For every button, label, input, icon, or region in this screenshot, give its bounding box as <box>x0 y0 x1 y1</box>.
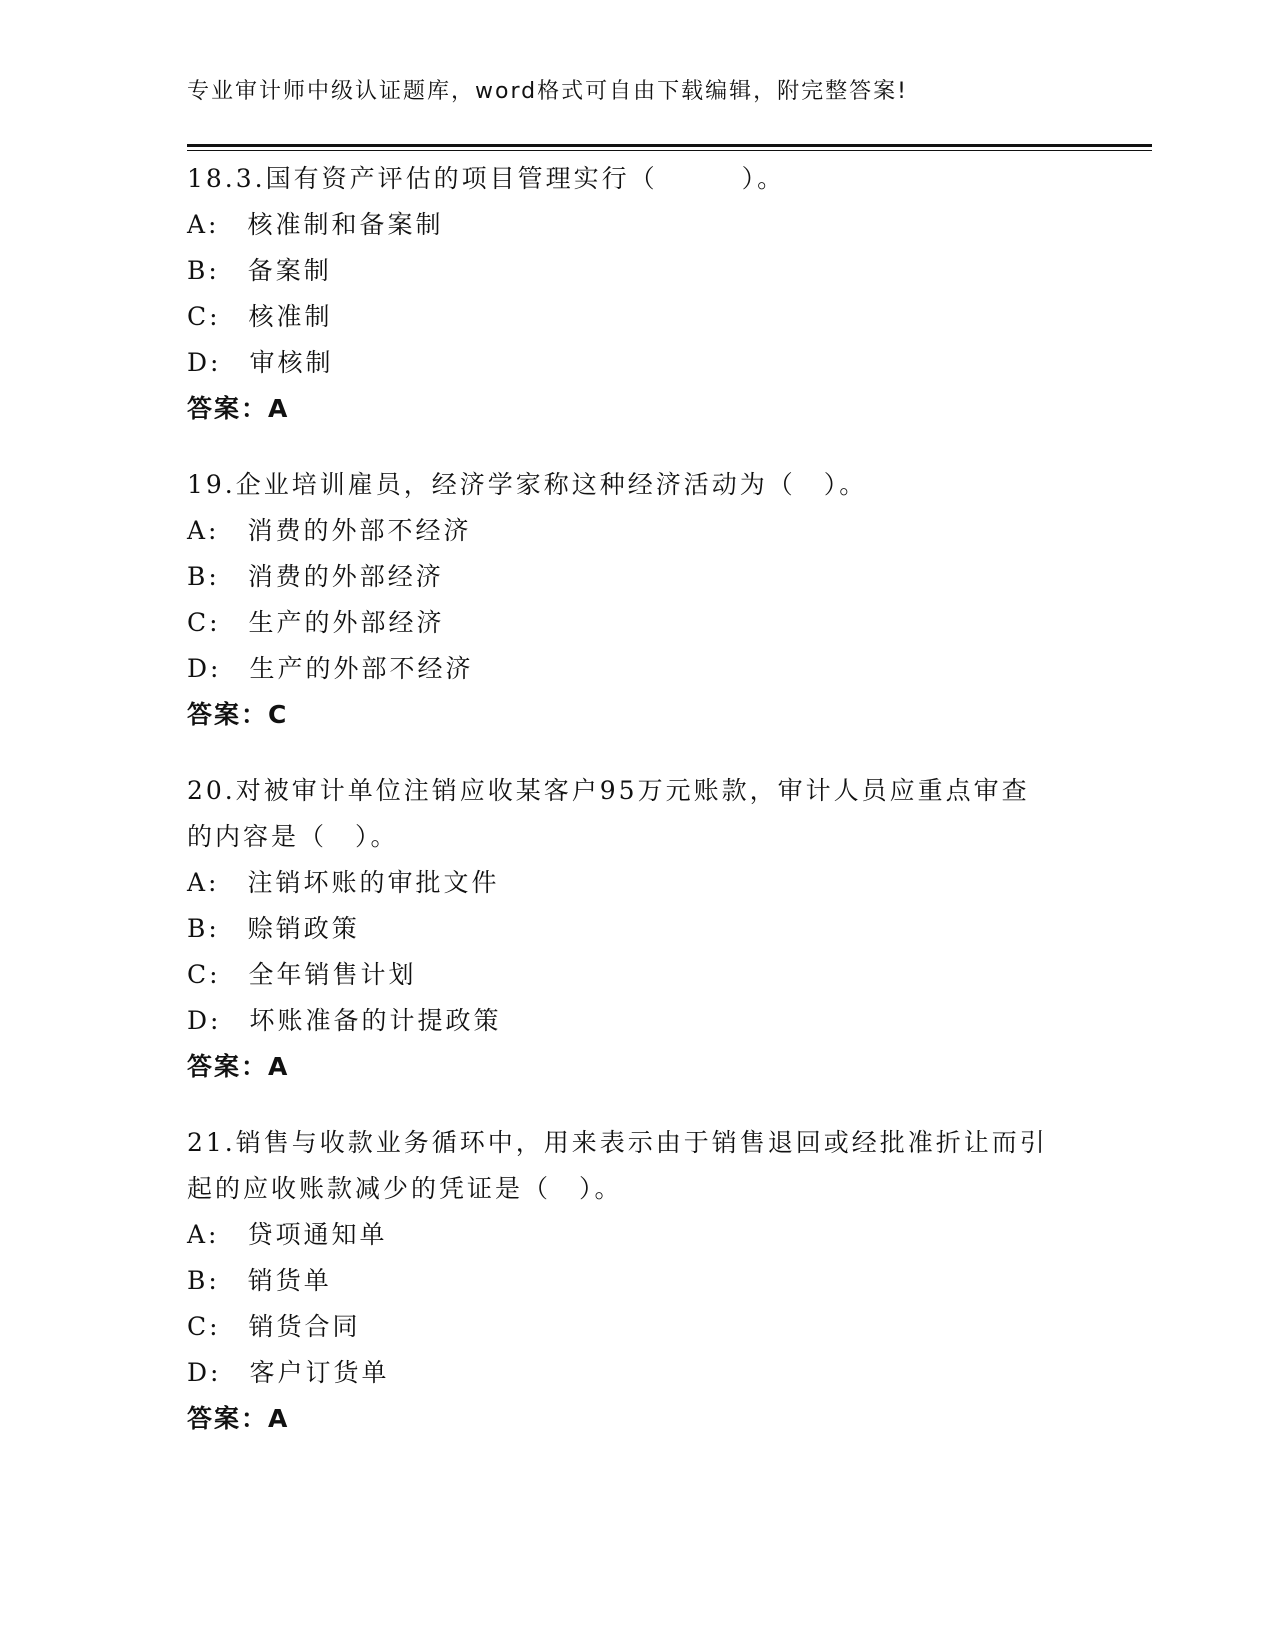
header-rule-thick <box>187 144 1152 147</box>
option-a: A: 注销坏账的审批文件 <box>187 868 500 897</box>
header-rule-thin <box>187 150 1152 151</box>
question-stem-continued: 的内容是（ ）。 <box>187 822 399 851</box>
option-d: D: 客户订货单 <box>187 1358 390 1387</box>
question-19 <box>187 462 1087 738</box>
option-a: A: 核准制和备案制 <box>187 210 444 239</box>
question-stem: 19.企业培训雇员，经济学家称这种经济活动为（ ）。 <box>187 470 868 499</box>
question-20 <box>187 768 1087 1090</box>
option-c: C: 核准制 <box>187 302 333 331</box>
option-c: C: 全年销售计划 <box>187 960 417 989</box>
option-b: B: 消费的外部经济 <box>187 562 444 591</box>
option-b: B: 销货单 <box>187 1266 332 1295</box>
question-stem: 20.对被审计单位注销应收某客户95万元账款，审计人员应重点审查 <box>187 776 1030 805</box>
option-a: A: 贷项通知单 <box>187 1220 388 1249</box>
question-list <box>187 156 1087 1472</box>
answer: 答案：A <box>187 394 290 423</box>
option-d: D: 审核制 <box>187 348 334 377</box>
question-stem-continued: 起的应收账款减少的凭证是（ ）。 <box>187 1174 623 1203</box>
answer: 答案：C <box>187 700 289 729</box>
question-stem: 21.销售与收款业务循环中，用来表示由于销售退回或经批准折让而引 <box>187 1128 1048 1157</box>
page-header: 专业审计师中级认证题库，word格式可自由下载编辑，附完整答案! <box>187 79 908 104</box>
answer: 答案：A <box>187 1052 290 1081</box>
question-21 <box>187 1120 1087 1442</box>
question-stem: 18.3.国有资产评估的项目管理实行（ ）。 <box>187 164 786 193</box>
option-c: C: 销货合同 <box>187 1312 361 1341</box>
option-b: B: 赊销政策 <box>187 914 360 943</box>
option-d: D: 坏账准备的计提政策 <box>187 1006 502 1035</box>
answer: 答案：A <box>187 1404 290 1433</box>
option-b: B: 备案制 <box>187 256 332 285</box>
option-a: A: 消费的外部不经济 <box>187 516 472 545</box>
option-c: C: 生产的外部经济 <box>187 608 445 637</box>
option-d: D: 生产的外部不经济 <box>187 654 474 683</box>
question-18 <box>187 156 1087 432</box>
